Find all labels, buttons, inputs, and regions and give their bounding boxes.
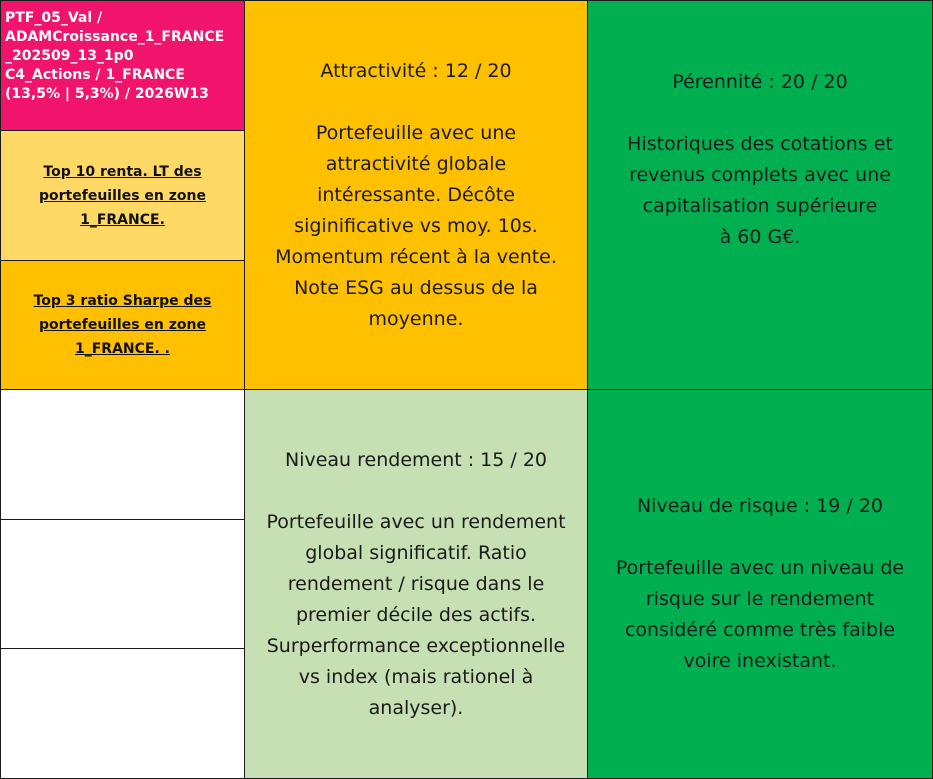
attractivite-text-line: siginificative vs moy. 10s. — [294, 214, 538, 237]
attractivite-text-line: intéressante. Décôte — [317, 183, 515, 206]
portfolio-header-line: ADAMCroissance_1_FRANCE — [5, 29, 225, 45]
portfolio-header-line: _202509_13_1p0 — [5, 48, 134, 64]
rendement-text-line: global significatif. Ratio — [305, 541, 527, 564]
risque-title: Niveau de risque : 19 / 20 — [636, 495, 884, 517]
portfolio-header — [0, 0, 245, 131]
risque-text-line: Portefeuille avec un niveau de — [615, 557, 905, 579]
attractivite-text-line: Portefeuille avec une — [315, 121, 517, 144]
top3-link-line: portefeuilles en zone — [39, 317, 206, 333]
rendement-text-line: vs index (mais rationel à — [298, 665, 534, 688]
top10-link[interactable] — [39, 160, 206, 232]
top10-link-line: Top 10 renta. LT des — [43, 163, 202, 180]
top3-link[interactable] — [34, 289, 212, 361]
risque-text-line: considéré comme très faible — [624, 619, 896, 641]
risque-panel — [587, 389, 933, 779]
perennite-title: Pérennité : 20 / 20 — [672, 71, 848, 93]
rendement-title: Niveau rendement : 15 / 20 — [284, 448, 548, 471]
portfolio-header-line: C4_Actions / 1_FRANCE — [5, 67, 185, 83]
top10-link-line: portefeuilles en zone — [39, 187, 206, 204]
rendement-text-line: rendement / risque dans le — [287, 572, 545, 595]
perennite-text-line: à 60 G€. — [719, 226, 801, 248]
top3-cell — [0, 260, 245, 390]
portfolio-header-line: (13,5% | 5,3%) / 2026W13 — [5, 86, 209, 102]
perennite-text-line: revenus complets avec une — [629, 164, 891, 186]
perennite-text-line: Historiques des cotations et — [627, 133, 893, 155]
attractivite-title: Attractivité : 12 / 20 — [320, 59, 512, 82]
rendement-text-line: premier décile des actifs. — [295, 603, 537, 626]
attractivite-text-line: Note ESG au dessus de la — [294, 276, 538, 299]
rendement-panel — [244, 389, 588, 779]
empty-cell — [0, 648, 245, 779]
top3-link-line: Top 3 ratio Sharpe des — [33, 293, 212, 309]
portfolio-header-line: PTF_05_Val / — [5, 10, 103, 26]
attractivite-text-line: moyenne. — [368, 307, 464, 330]
rendement-text-line: Portefeuille avec un rendement — [266, 510, 566, 533]
rendement-text-line: analyser). — [368, 696, 464, 719]
empty-cell — [0, 389, 245, 520]
attractivite-text-line: Momentum récent à la vente. — [275, 245, 557, 268]
top10-cell — [0, 130, 245, 261]
perennite-panel — [587, 0, 933, 390]
risque-text-line: risque sur le rendement — [645, 588, 875, 610]
perennite-text-line: capitalisation supérieure — [642, 195, 878, 217]
top10-link-line: 1_FRANCE. — [80, 211, 165, 228]
rendement-text-line: Surperformance exceptionnelle — [266, 634, 566, 657]
empty-cell — [0, 519, 245, 649]
top3-link-line: 1_FRANCE. . — [74, 341, 170, 357]
attractivite-text-line: attractivité globale — [325, 152, 507, 175]
attractivite-panel — [244, 0, 588, 390]
risque-text-line: voire inexistant. — [683, 650, 837, 672]
